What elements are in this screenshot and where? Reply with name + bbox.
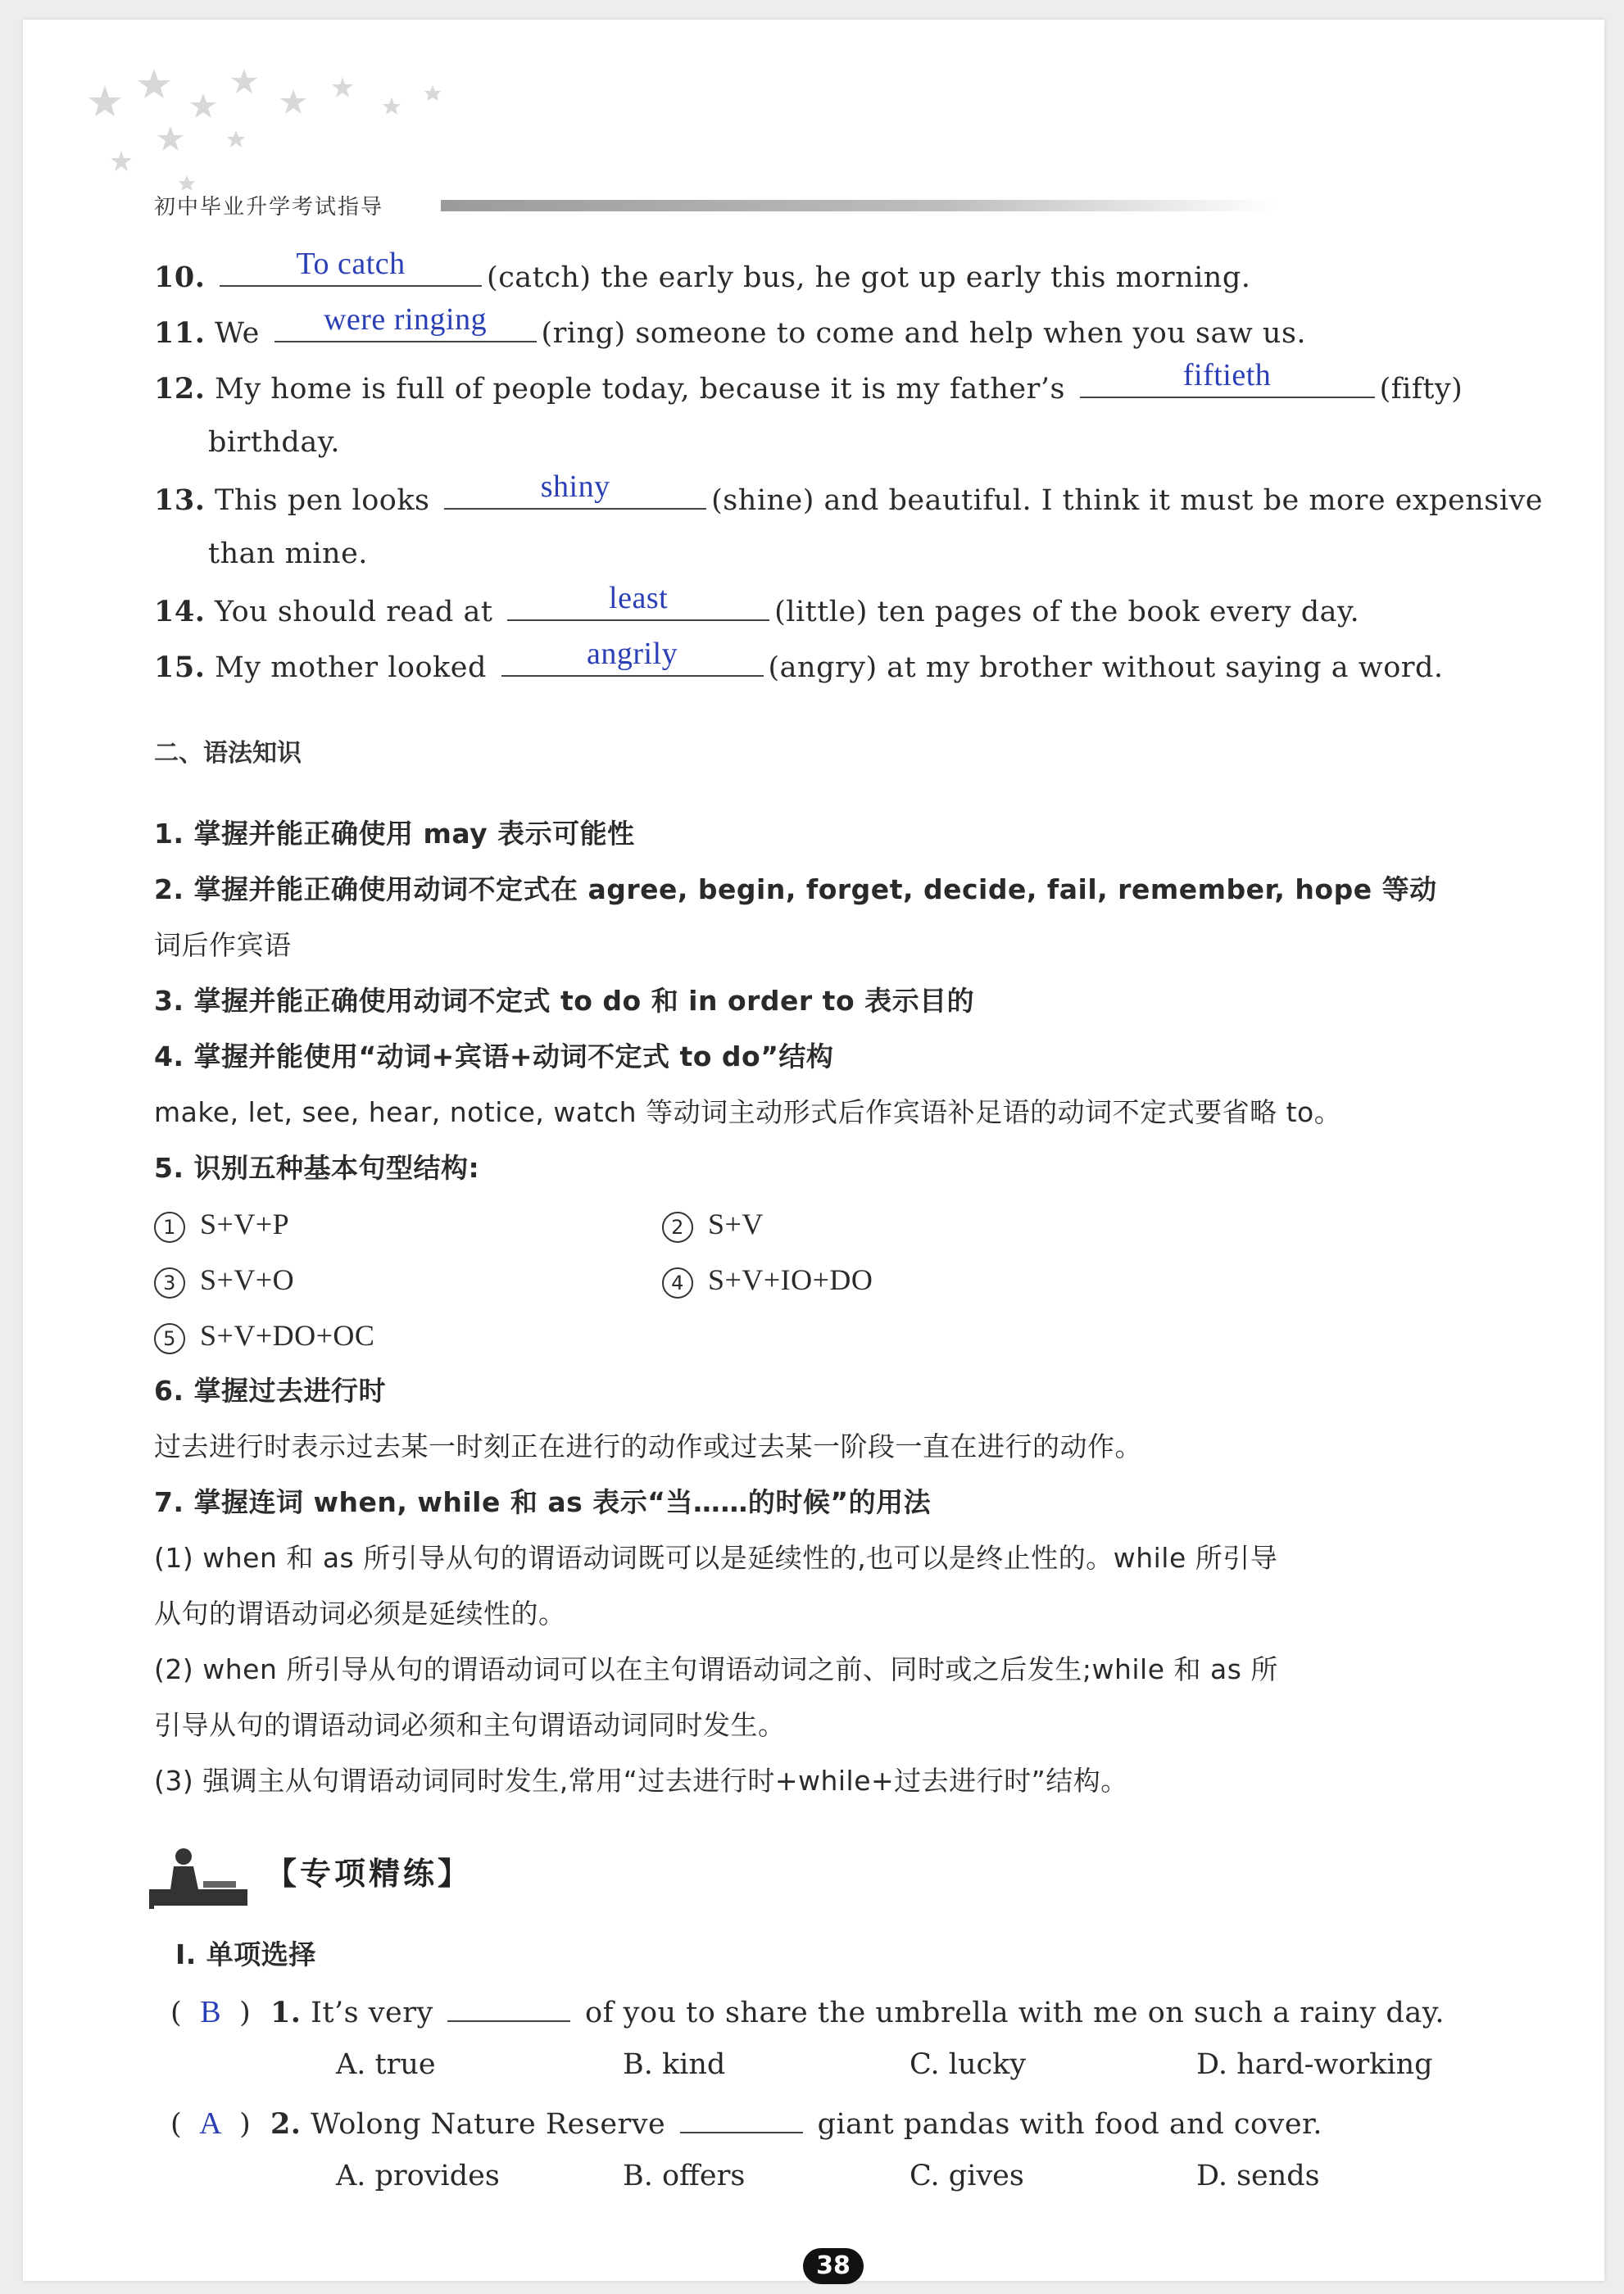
item-text: (catch) the early bus, he got up early this morning. <box>487 261 1251 294</box>
item-text-before: My home is full of people today, because it is my father’s <box>215 373 1065 406</box>
option-d[interactable]: D. hard-working <box>1196 2048 1433 2081</box>
answer-blank[interactable] <box>274 302 537 342</box>
item-text: (shine) and beautiful. I think it must be more expensive <box>711 484 1543 517</box>
option-a[interactable]: A. provides <box>336 2160 500 2192</box>
item-number: 14. <box>154 595 206 628</box>
item-text: (angry) at my brother without saying a word. <box>768 651 1444 684</box>
circled-number: 1 <box>154 1212 185 1243</box>
exercise-item-10 <box>154 247 1251 296</box>
item-text-before: We <box>215 317 260 350</box>
pattern-text: S+V <box>708 1208 764 1240</box>
item-text: (fifty) <box>1379 373 1463 406</box>
question-blank <box>447 1993 570 2022</box>
exercise-item-12-cont: birthday. <box>208 426 340 459</box>
grammar-point-2: 2. 掌握并能正确使用动词不定式在 agree, begin, forget, decide, fail, remember, hope 等动 <box>154 873 1437 905</box>
item-number: 10. <box>154 261 206 294</box>
item-text-before: You should read at <box>215 596 493 628</box>
option-c[interactable]: C. lucky <box>910 2048 1027 2081</box>
paren-open: ( <box>170 1997 183 2029</box>
exercise-item-15 <box>154 637 1444 686</box>
circled-number: 2 <box>662 1212 693 1243</box>
grammar-point-4: 4. 掌握并能使用“动词+宾语+动词不定式 to do”结构 <box>154 1040 834 1072</box>
pattern-3 <box>154 1262 294 1299</box>
practice-title: 【专项精练】 <box>265 1856 473 1892</box>
header-title: 初中毕业升学考试指导 <box>154 195 384 220</box>
option-a[interactable]: A. true <box>336 2048 436 2081</box>
item-text-before: My mother looked <box>215 651 487 684</box>
header-divider <box>441 200 1277 211</box>
circled-number: 3 <box>154 1267 185 1299</box>
grammar-point-2-cont: 词后作宾语 <box>154 929 292 961</box>
question-number: 1. <box>270 1996 302 2029</box>
grammar-point-7-a-cont: 从句的谓语动词必须是延续性的。 <box>154 1598 566 1630</box>
student-desk-icon <box>146 1843 254 1909</box>
pattern-text: S+V+O <box>200 1263 295 1296</box>
question-text-after: of you to share the umbrella with me on such a rainy day. <box>585 1997 1445 2029</box>
item-number: 12. <box>154 372 206 406</box>
answer-text: were ringing <box>323 302 488 337</box>
option-b[interactable]: B. offers <box>623 2160 746 2192</box>
item-text-before: This pen looks <box>215 484 430 517</box>
grammar-point-7: 7. 掌握连词 when, while 和 as 表示“当……的时候”的用法 <box>154 1486 932 1518</box>
grammar-point-6-note: 过去进行时表示过去某一时刻正在进行的动作或过去某一阶段一直在进行的动作。 <box>154 1430 1142 1462</box>
answer-text: fiftieth <box>1182 358 1272 392</box>
item-number: 13. <box>154 483 206 517</box>
answer-blank[interactable] <box>444 469 706 510</box>
item-number: 11. <box>154 316 206 350</box>
question-answer[interactable]: A <box>199 2106 223 2141</box>
paren-open: ( <box>170 2108 183 2141</box>
answer-blank[interactable] <box>220 247 482 287</box>
grammar-point-3: 3. 掌握并能正确使用动词不定式 to do 和 in order to 表示目的 <box>154 985 975 1017</box>
pattern-4 <box>662 1262 873 1299</box>
option-b[interactable]: B. kind <box>623 2048 726 2081</box>
item-text: (little) ten pages of the book every day. <box>774 596 1360 628</box>
answer-blank[interactable] <box>507 581 769 621</box>
exercise-item-12 <box>154 358 1463 407</box>
item-text: (ring) someone to come and help when you saw us. <box>541 317 1307 350</box>
pattern-text: S+V+DO+OC <box>200 1319 375 1352</box>
grammar-point-7-b: (2) when 所引导从句的谓语动词可以在主句谓语动词之前、同时或之后发生;while 和 as 所 <box>154 1653 1278 1685</box>
answer-text: shiny <box>540 469 610 504</box>
answer-blank[interactable] <box>1080 358 1375 398</box>
paren-close: ) <box>239 2108 252 2141</box>
question-answer[interactable]: B <box>200 1995 222 2029</box>
grammar-point-4-note: make, let, see, hear, notice, watch 等动词主动形式后作宾语补足语的动词不定式要省略 to。 <box>154 1096 1342 1128</box>
item-number: 15. <box>154 651 206 684</box>
grammar-point-7-a: (1) when 和 as 所引导从句的谓语动词既可以是延续性的,也可以是终止性的。while 所引导 <box>154 1542 1278 1574</box>
pattern-text: S+V+P <box>200 1208 290 1240</box>
exercise-item-13-cont: than mine. <box>208 537 368 570</box>
question-text-after: giant pandas with food and cover. <box>817 2108 1323 2141</box>
answer-blank[interactable] <box>501 637 764 677</box>
question-1 <box>170 1993 1445 2031</box>
pattern-text: S+V+IO+DO <box>708 1263 873 1296</box>
grammar-section-title: 二、语法知识 <box>154 739 302 768</box>
grammar-point-5: 5. 识别五种基本句型结构: <box>154 1152 480 1184</box>
circled-number: 4 <box>662 1267 693 1299</box>
grammar-point-7-b-cont: 引导从句的谓语动词必须和主句谓语动词同时发生。 <box>154 1709 786 1741</box>
exercise-item-13 <box>154 469 1543 519</box>
grammar-point-6: 6. 掌握过去进行时 <box>154 1375 386 1407</box>
circled-number: 5 <box>154 1323 185 1354</box>
question-blank <box>680 2104 803 2133</box>
grammar-point-1: 1. 掌握并能正确使用 may 表示可能性 <box>154 818 635 850</box>
question-number: 2. <box>270 2107 302 2141</box>
pattern-2 <box>662 1206 764 1243</box>
question-2 <box>170 2104 1322 2142</box>
paren-close: ) <box>239 1997 252 2029</box>
practice-section-label: Ⅰ. 单项选择 <box>175 1938 316 1970</box>
question-text-before: Wolong Nature Reserve <box>311 2108 666 2141</box>
exercise-item-11 <box>154 302 1307 351</box>
page <box>23 20 1604 2281</box>
answer-text: To catch <box>296 247 406 281</box>
pattern-5 <box>154 1317 374 1354</box>
exercise-item-14 <box>154 581 1360 630</box>
option-d[interactable]: D. sends <box>1196 2160 1320 2192</box>
question-text-before: It’s very <box>311 1997 433 2029</box>
grammar-point-7-c: (3) 强调主从句谓语动词同时发生,常用“过去进行时+while+过去进行时”结构。 <box>154 1765 1128 1797</box>
pattern-1 <box>154 1206 289 1243</box>
option-c[interactable]: C. gives <box>910 2160 1024 2192</box>
page-number: 38 <box>803 2248 864 2284</box>
answer-text: least <box>609 581 669 615</box>
answer-text: angrily <box>586 637 678 671</box>
